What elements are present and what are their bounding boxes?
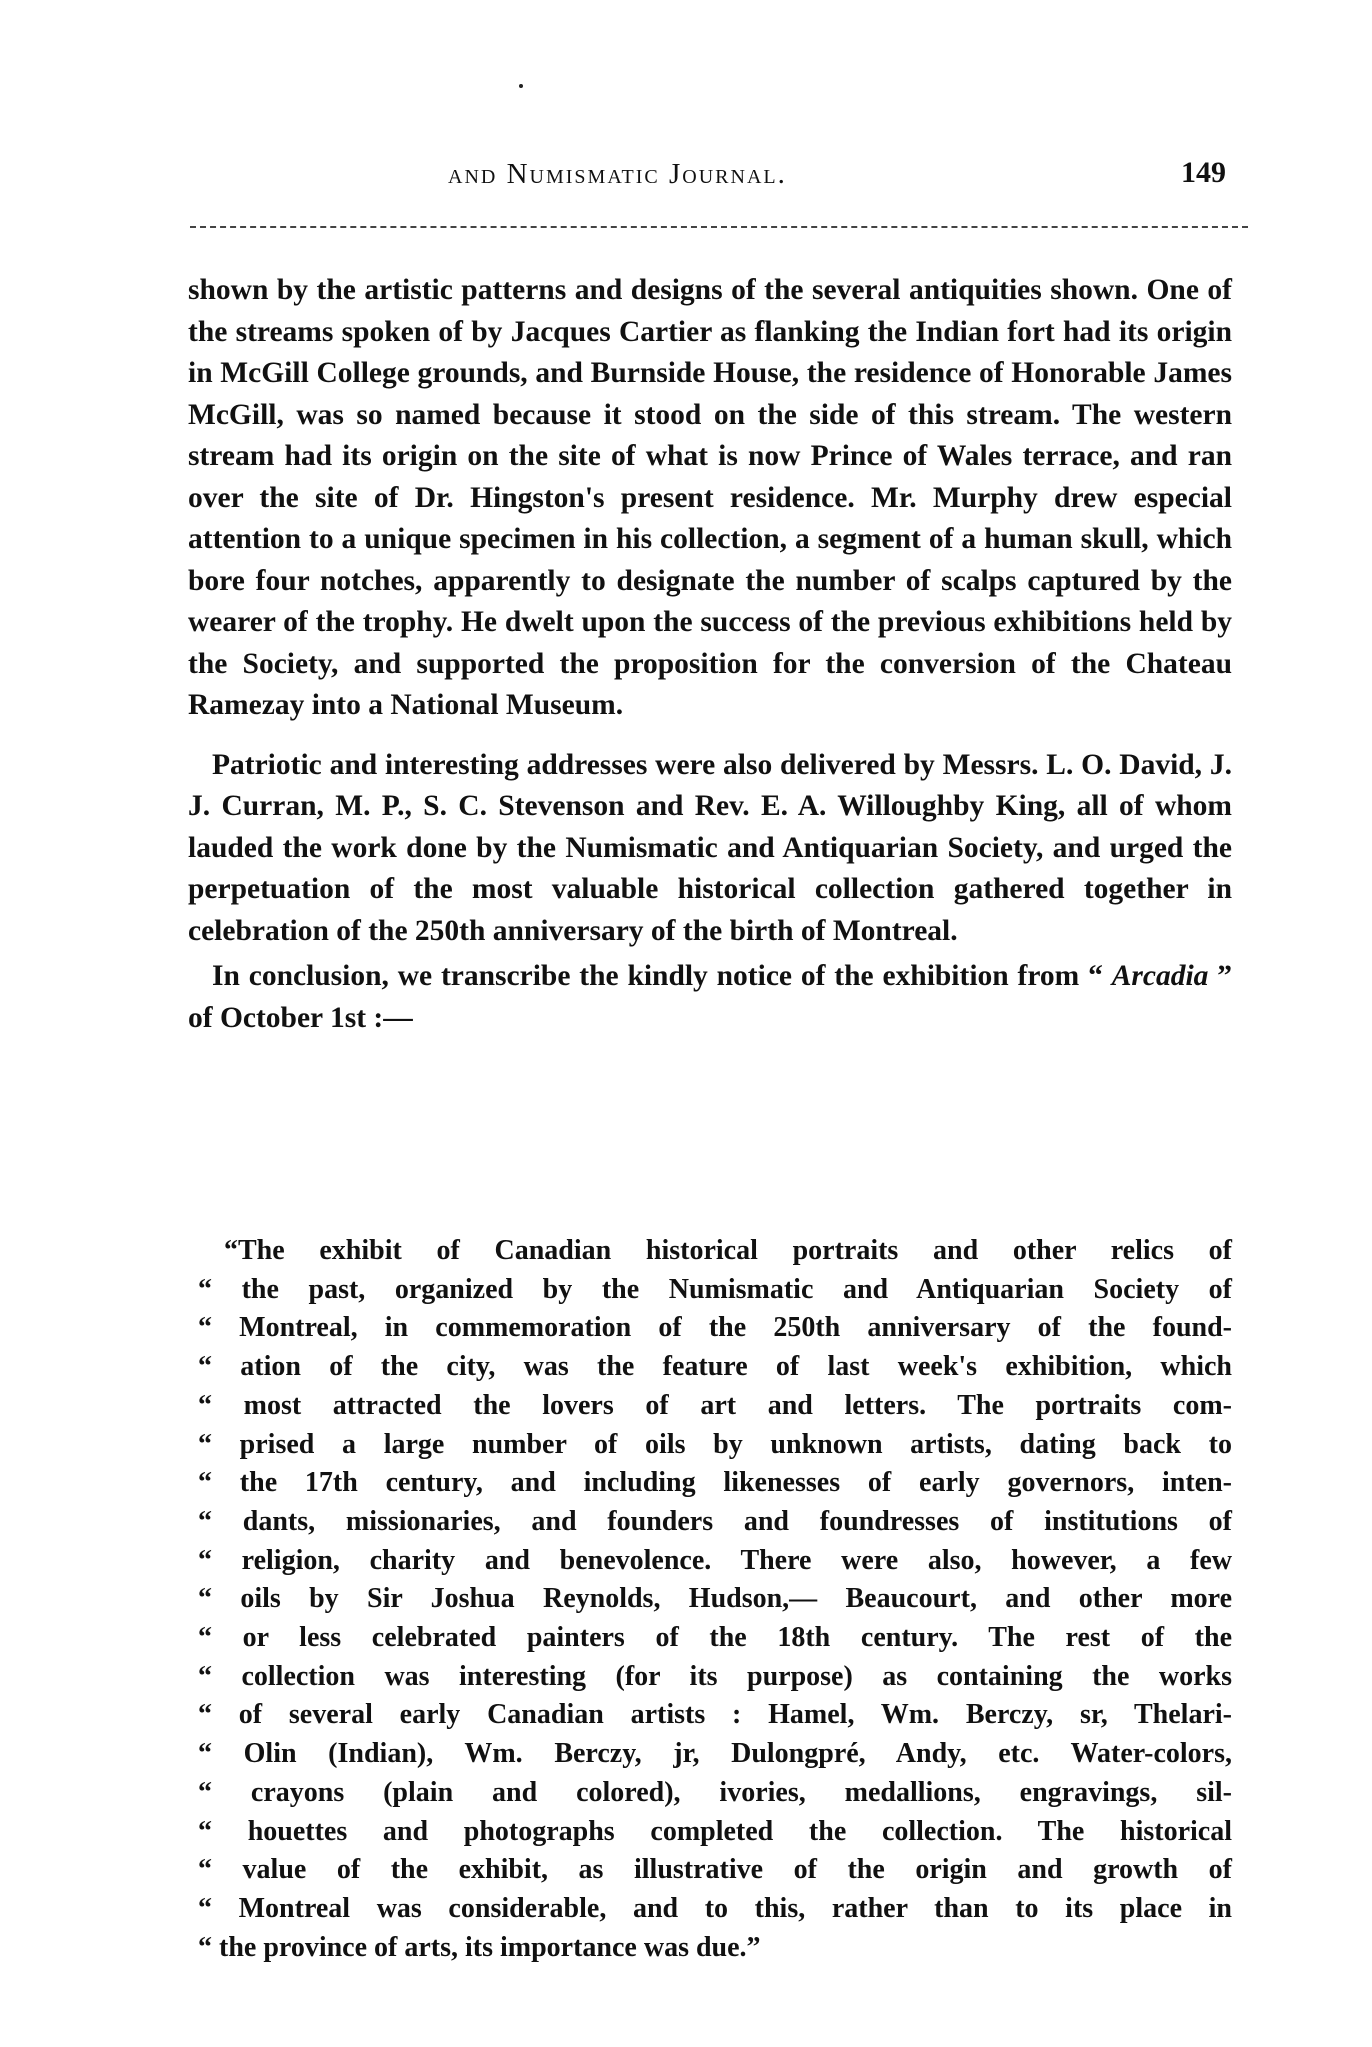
quotation-line: “ religion, charity and benevolence. There were also, however, a few (198, 1544, 1232, 1576)
paragraph-2: Patriotic and interesting addresses were also delivered by Messrs. L. O. David, J. J. Curran, M. P., S. C. Stevenson and Rev. E. A. Willoughby King, all of whom lauded the work done by the Numismatic and Antiquarian Society, and urged the perpetuation of the most valuable historical collection gathered together in celebration of the 250th anniversary of the birth of Montreal. (188, 748, 1232, 947)
quotation-line: “ dants, missionaries, and founders and foundresses of institutions of (198, 1505, 1232, 1537)
quotation-line: “ ation of the city, was the feature of last week's exhibition, which (198, 1351, 1232, 1383)
quotation-line: “ Montreal was considerable, and to this, rather than to its place in (198, 1892, 1232, 1924)
quotation-line: “ the 17th century, and including likenesses of early governors, inten- (198, 1467, 1232, 1499)
quotation-line: “ prised a large number of oils by unknown artists, dating back to (198, 1428, 1232, 1460)
ink-dot (519, 84, 523, 88)
quotation-line: “ the past, organized by the Numismatic and Antiquarian Society of (198, 1273, 1232, 1305)
paragraph-3-tail: ” of October 1st :— (188, 960, 1232, 1034)
quotation-line: “The exhibit of Canadian historical portraits and other relics of (224, 1235, 1232, 1266)
main-text (188, 270, 1232, 1039)
quotation-line: “ of several early Canadian artists : Hamel, Wm. Berczy, sr, Thelari- (198, 1699, 1232, 1731)
quotation-line: “ Montreal, in commemoration of the 250th anniversary of the found- (198, 1312, 1232, 1344)
paragraph-3 (188, 956, 1232, 1039)
page-number: 149 (1181, 156, 1226, 189)
paragraph-3-lead: In conclusion, we transcribe the kindly notice of the exhibition from “ (212, 960, 1112, 992)
quotation-line: “ most attracted the lovers of art and letters. The portraits com- (198, 1389, 1232, 1421)
quotation-line: “ or less celebrated painters of the 18th century. The rest of the (198, 1622, 1232, 1654)
header-rule (190, 226, 1248, 228)
quotation-line: “ crayons (plain and colored), ivories, medallions, engravings, sil- (198, 1776, 1232, 1808)
quotation-line: “ the province of arts, its importance was due.” (198, 1931, 761, 1963)
running-title: and Numismatic Journal. (448, 158, 787, 190)
quotation-line: “ houettes and photographs completed the collection. The historical (198, 1815, 1232, 1847)
source-title: Arcadia (1111, 960, 1209, 992)
quotation-line: “ Olin (Indian), Wm. Berczy, jr, Dulongpré, Andy, etc. Water-colors, (198, 1738, 1232, 1770)
quotation-block (188, 1232, 1232, 1967)
quotation-line: “ value of the exhibit, as illustrative of the origin and growth of (198, 1854, 1232, 1886)
quotation-line: “ collection was interesting (for its purpose) as containing the works (198, 1660, 1232, 1692)
quotation-line: “ oils by Sir Joshua Reynolds, Hudson,— Beaucourt, and other more (198, 1583, 1232, 1615)
paragraph-1: shown by the artistic patterns and designs of the several antiquities shown. One of the streams spoken of by Jacques Cartier as flanking the Indian fort had its origin in McGill College grounds, and Burnside House, the residence of Honorable James McGill, was so named because it stood on the side of this stream. The western stream had its origin on the site of what is now Prince of Wales terrace, and ran over the site of Dr. Hingston's present residence. Mr. Murphy drew especial attention to a unique specimen in his collection, a segment of a human skull, which bore four notches, apparently to designate the number of scalps captured by the wearer of the trophy. He dwelt upon the success of the previous exhibitions held by the Society, and supported the proposition for the conversion of the Chateau Ramezay into a National Museum. (188, 274, 1232, 721)
page-header (188, 158, 1248, 198)
